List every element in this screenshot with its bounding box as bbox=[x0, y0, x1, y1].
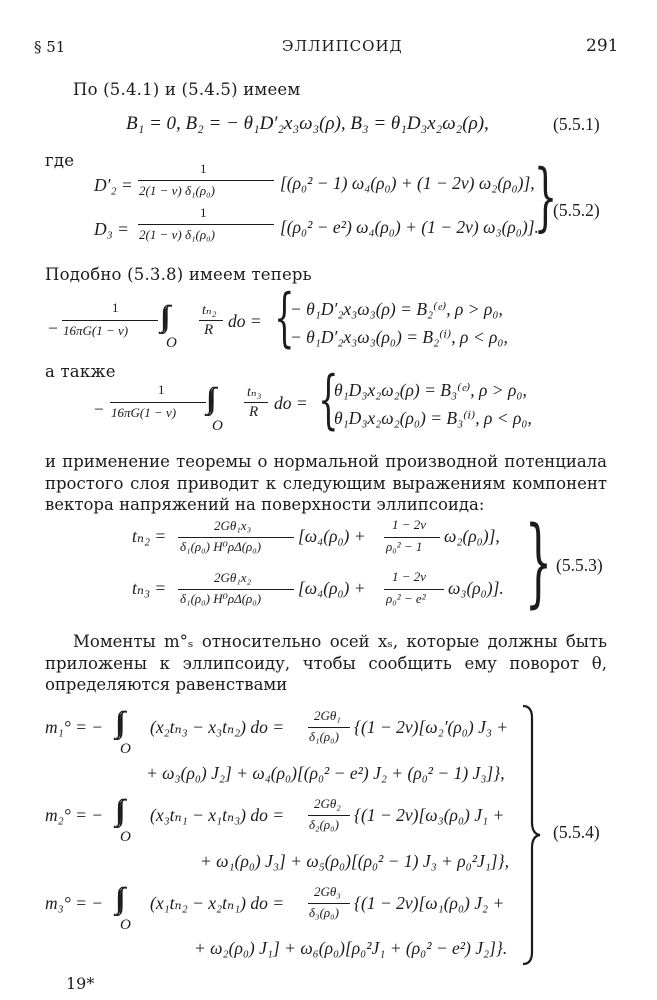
eq-5-5-3-fnum-a: 1 − 2ν bbox=[392, 517, 427, 532]
int1-case-1: − θ₁D′₂x₃ω₃(ρ) = B₂⁽ᵉ⁾, ρ > ρ₀, bbox=[290, 299, 503, 319]
fraction-bar bbox=[244, 402, 268, 403]
equation-number-5-5-3: (5.5.3) bbox=[556, 555, 603, 575]
moments-paragraph: Моменты m°ₛ относительно осей xₛ, которые должны быть приложены к эллипсоиду, чтобы сообщить ему поворот θ, определяются равенствами bbox=[45, 632, 607, 694]
m1-continuation: + ω₃(ρ₀) J₂] + ω₄(ρ₀)[(ρ₀² − e²) J₂ + (ρ₀² − 1) J₃]}, bbox=[146, 763, 505, 783]
fraction-bar bbox=[138, 180, 274, 181]
minus-sign: − bbox=[94, 399, 104, 419]
m2-rhs: {(1 − 2ν)[ω₃(ρ₀) J₁ + bbox=[354, 805, 505, 825]
equation-number-5-5-1: (5.5.1) bbox=[553, 114, 600, 134]
m2-continuation: + ω₁(ρ₀) J₃] + ω₅(ρ₀)[(ρ₀² − 1) J₃ + ρ₀²J₁]}, bbox=[200, 851, 509, 871]
int1-case-2: − θ₁D′₂x₃ω₃(ρ₀) = B₂⁽ⁱ⁾, ρ < ρ₀, bbox=[290, 327, 508, 347]
eq-5-5-3-rhs1-a: [ω₄(ρ₀) + bbox=[298, 526, 366, 546]
m1-den: δ₁(ρ₀) bbox=[309, 729, 339, 744]
int1-den: 16πG(1 − ν) bbox=[63, 323, 129, 338]
similarly-text: Подобно (5.3.8) имеем теперь bbox=[45, 265, 312, 284]
surface-label: O bbox=[212, 418, 223, 434]
fraction-bar bbox=[110, 402, 206, 403]
eq-5-5-2-rhs-b: [(ρ₀² − e²) ω₄(ρ₀) + (1 − 2ν) ω₃(ρ₀)]. bbox=[280, 217, 539, 237]
m1-rhs: {(1 − 2ν)[ω₂′(ρ₀) J₃ + bbox=[354, 717, 509, 737]
eq-5-5-2-den-a: 2(1 − ν) δ₁(ρ₀) bbox=[139, 183, 215, 198]
surface-label: O bbox=[120, 741, 131, 757]
eq-5-5-3-fden-b: ρ₀² − e² bbox=[386, 591, 426, 606]
eq-5-5-3-num-a: 2Gθ₁x₃ bbox=[214, 518, 252, 533]
m3-den: δ₃(ρ₀) bbox=[309, 905, 339, 920]
eq-5-5-2-num-a: 1 bbox=[200, 161, 207, 176]
eq-5-5-3-fnum-b: 1 − 2ν bbox=[392, 569, 427, 584]
eq-5-5-3-fden-a: ρ₀² − 1 bbox=[386, 539, 423, 554]
int2-den: 16πG(1 − ν) bbox=[111, 405, 177, 420]
fraction-bar bbox=[178, 589, 294, 590]
m2-integrand: (x₃tₙ₁ − x₁tₙ₃) do = bbox=[150, 805, 285, 825]
left-brace: { bbox=[274, 281, 295, 355]
m1-integrand: (x₂tₙ₃ − x₃tₙ₂) do = bbox=[150, 717, 285, 737]
int2-do: do = bbox=[274, 393, 308, 413]
eq-5-5-3-rhs2-b: ω₃(ρ₀)]. bbox=[448, 578, 504, 598]
double-integral-sign: ∫∫ bbox=[206, 382, 211, 415]
m3-integrand: (x₁tₙ₂ − x₂tₙ₁) do = bbox=[150, 893, 285, 913]
m3-rhs: {(1 − 2ν)[ω₁(ρ₀) J₂ + bbox=[354, 893, 505, 913]
fraction-bar bbox=[62, 320, 158, 321]
eq-5-5-2-den-b: 2(1 − ν) δ₁(ρ₀) bbox=[139, 227, 215, 242]
signature-mark: 19* bbox=[66, 974, 95, 993]
section-mark: § 51 bbox=[34, 38, 66, 56]
m2-den: δ₂(ρ₀) bbox=[309, 817, 339, 832]
int1-num: 1 bbox=[112, 300, 119, 315]
double-integral-sign: ∫∫ bbox=[115, 706, 120, 739]
eq-5-5-2-lhs-a: D′₂ = bbox=[94, 175, 133, 195]
fraction-bar bbox=[384, 589, 444, 590]
int1-integrand-den: R bbox=[204, 322, 214, 338]
surface-label: O bbox=[166, 335, 177, 351]
int1-do: do = bbox=[228, 311, 262, 331]
int2-case-2: θ₁D₃x₂ω₂(ρ₀) = B₃⁽ⁱ⁾, ρ < ρ₀, bbox=[334, 408, 532, 428]
fraction-bar bbox=[308, 903, 350, 904]
m2-lhs: m₂° = − bbox=[45, 805, 104, 825]
also-text: а также bbox=[45, 362, 116, 381]
int2-num: 1 bbox=[158, 382, 165, 397]
m3-lhs: m₃° = − bbox=[45, 893, 104, 913]
int1-integrand-num: tₙ₂ bbox=[202, 303, 217, 318]
equation-number-5-5-2: (5.5.2) bbox=[553, 200, 600, 220]
double-integral-sign: ∫∫ bbox=[160, 300, 165, 333]
eq-5-5-3-lhs-a: tₙ₂ = bbox=[132, 526, 167, 546]
m2-num: 2Gθ₂ bbox=[314, 796, 341, 811]
surface-label: O bbox=[120, 917, 131, 933]
right-brace: } bbox=[524, 506, 553, 618]
fraction-bar bbox=[308, 727, 350, 728]
eq-5-5-3-rhs1-b: [ω₄(ρ₀) + bbox=[298, 578, 366, 598]
eq-5-5-3-lhs-b: tₙ₃ = bbox=[132, 578, 167, 598]
surface-label: O bbox=[120, 829, 131, 845]
int2-integrand-den: R bbox=[249, 404, 259, 420]
intro-text: По (5.4.1) и (5.4.5) имеем bbox=[73, 80, 301, 99]
eq-5-5-2-lhs-b: D₃ = bbox=[94, 219, 129, 239]
equation-5-5-1: B₁ = 0, B₂ = − θ₁D′₂x₃ω₃(ρ), B₃ = θ₁D₃x₂ω₂(ρ), bbox=[126, 113, 489, 134]
m3-num: 2Gθ₃ bbox=[314, 884, 341, 899]
right-brace: } bbox=[533, 154, 558, 240]
left-brace: { bbox=[318, 363, 339, 437]
eq-5-5-3-den-a: δ₁(ρ₀) H⁰ρΔ(ρ₀) bbox=[180, 539, 262, 554]
minus-sign: − bbox=[48, 318, 58, 338]
page-number: 291 bbox=[586, 36, 619, 56]
int2-case-1: θ₁D₃x₂ω₂(ρ) = B₃⁽ᵉ⁾, ρ > ρ₀, bbox=[334, 380, 527, 400]
fraction-bar bbox=[138, 224, 274, 225]
running-title: ЭЛЛИПСОИД bbox=[282, 37, 403, 55]
eq-5-5-2-rhs-a: [(ρ₀² − 1) ω₄(ρ₀) + (1 − 2ν) ω₂(ρ₀)], bbox=[280, 173, 535, 193]
large-right-brace bbox=[520, 704, 542, 966]
m1-lhs: m₁° = − bbox=[45, 717, 104, 737]
fraction-bar bbox=[178, 537, 294, 538]
eq-5-5-2-num-b: 1 bbox=[200, 205, 207, 220]
m3-continuation: + ω₂(ρ₀) J₁] + ω₆(ρ₀)[ρ₀²J₁ + (ρ₀² − e²) J₂]}. bbox=[194, 938, 508, 958]
fraction-bar bbox=[199, 320, 223, 321]
fraction-bar bbox=[384, 537, 440, 538]
m1-num: 2Gθ₁ bbox=[314, 708, 341, 723]
eq-5-5-3-den-b: δ₁(ρ₀) H⁰ρΔ(ρ₀) bbox=[180, 591, 262, 606]
theorem-paragraph: и применение теоремы о нормальной производной потенциала простого слоя приводит к следующим выражениям компонент вектора напряжений на поверхности эллипсоида: bbox=[45, 452, 607, 514]
eq-5-5-3-rhs2-a: ω₂(ρ₀)], bbox=[444, 526, 500, 546]
where-text: где bbox=[45, 151, 75, 170]
eq-5-5-3-num-b: 2Gθ₁x₂ bbox=[214, 570, 252, 585]
double-integral-sign: ∫∫ bbox=[115, 882, 120, 915]
double-integral-sign: ∫∫ bbox=[115, 794, 120, 827]
equation-number-5-5-4: (5.5.4) bbox=[553, 822, 600, 842]
fraction-bar bbox=[308, 815, 350, 816]
int2-integrand-num: tₙ₃ bbox=[247, 385, 262, 400]
